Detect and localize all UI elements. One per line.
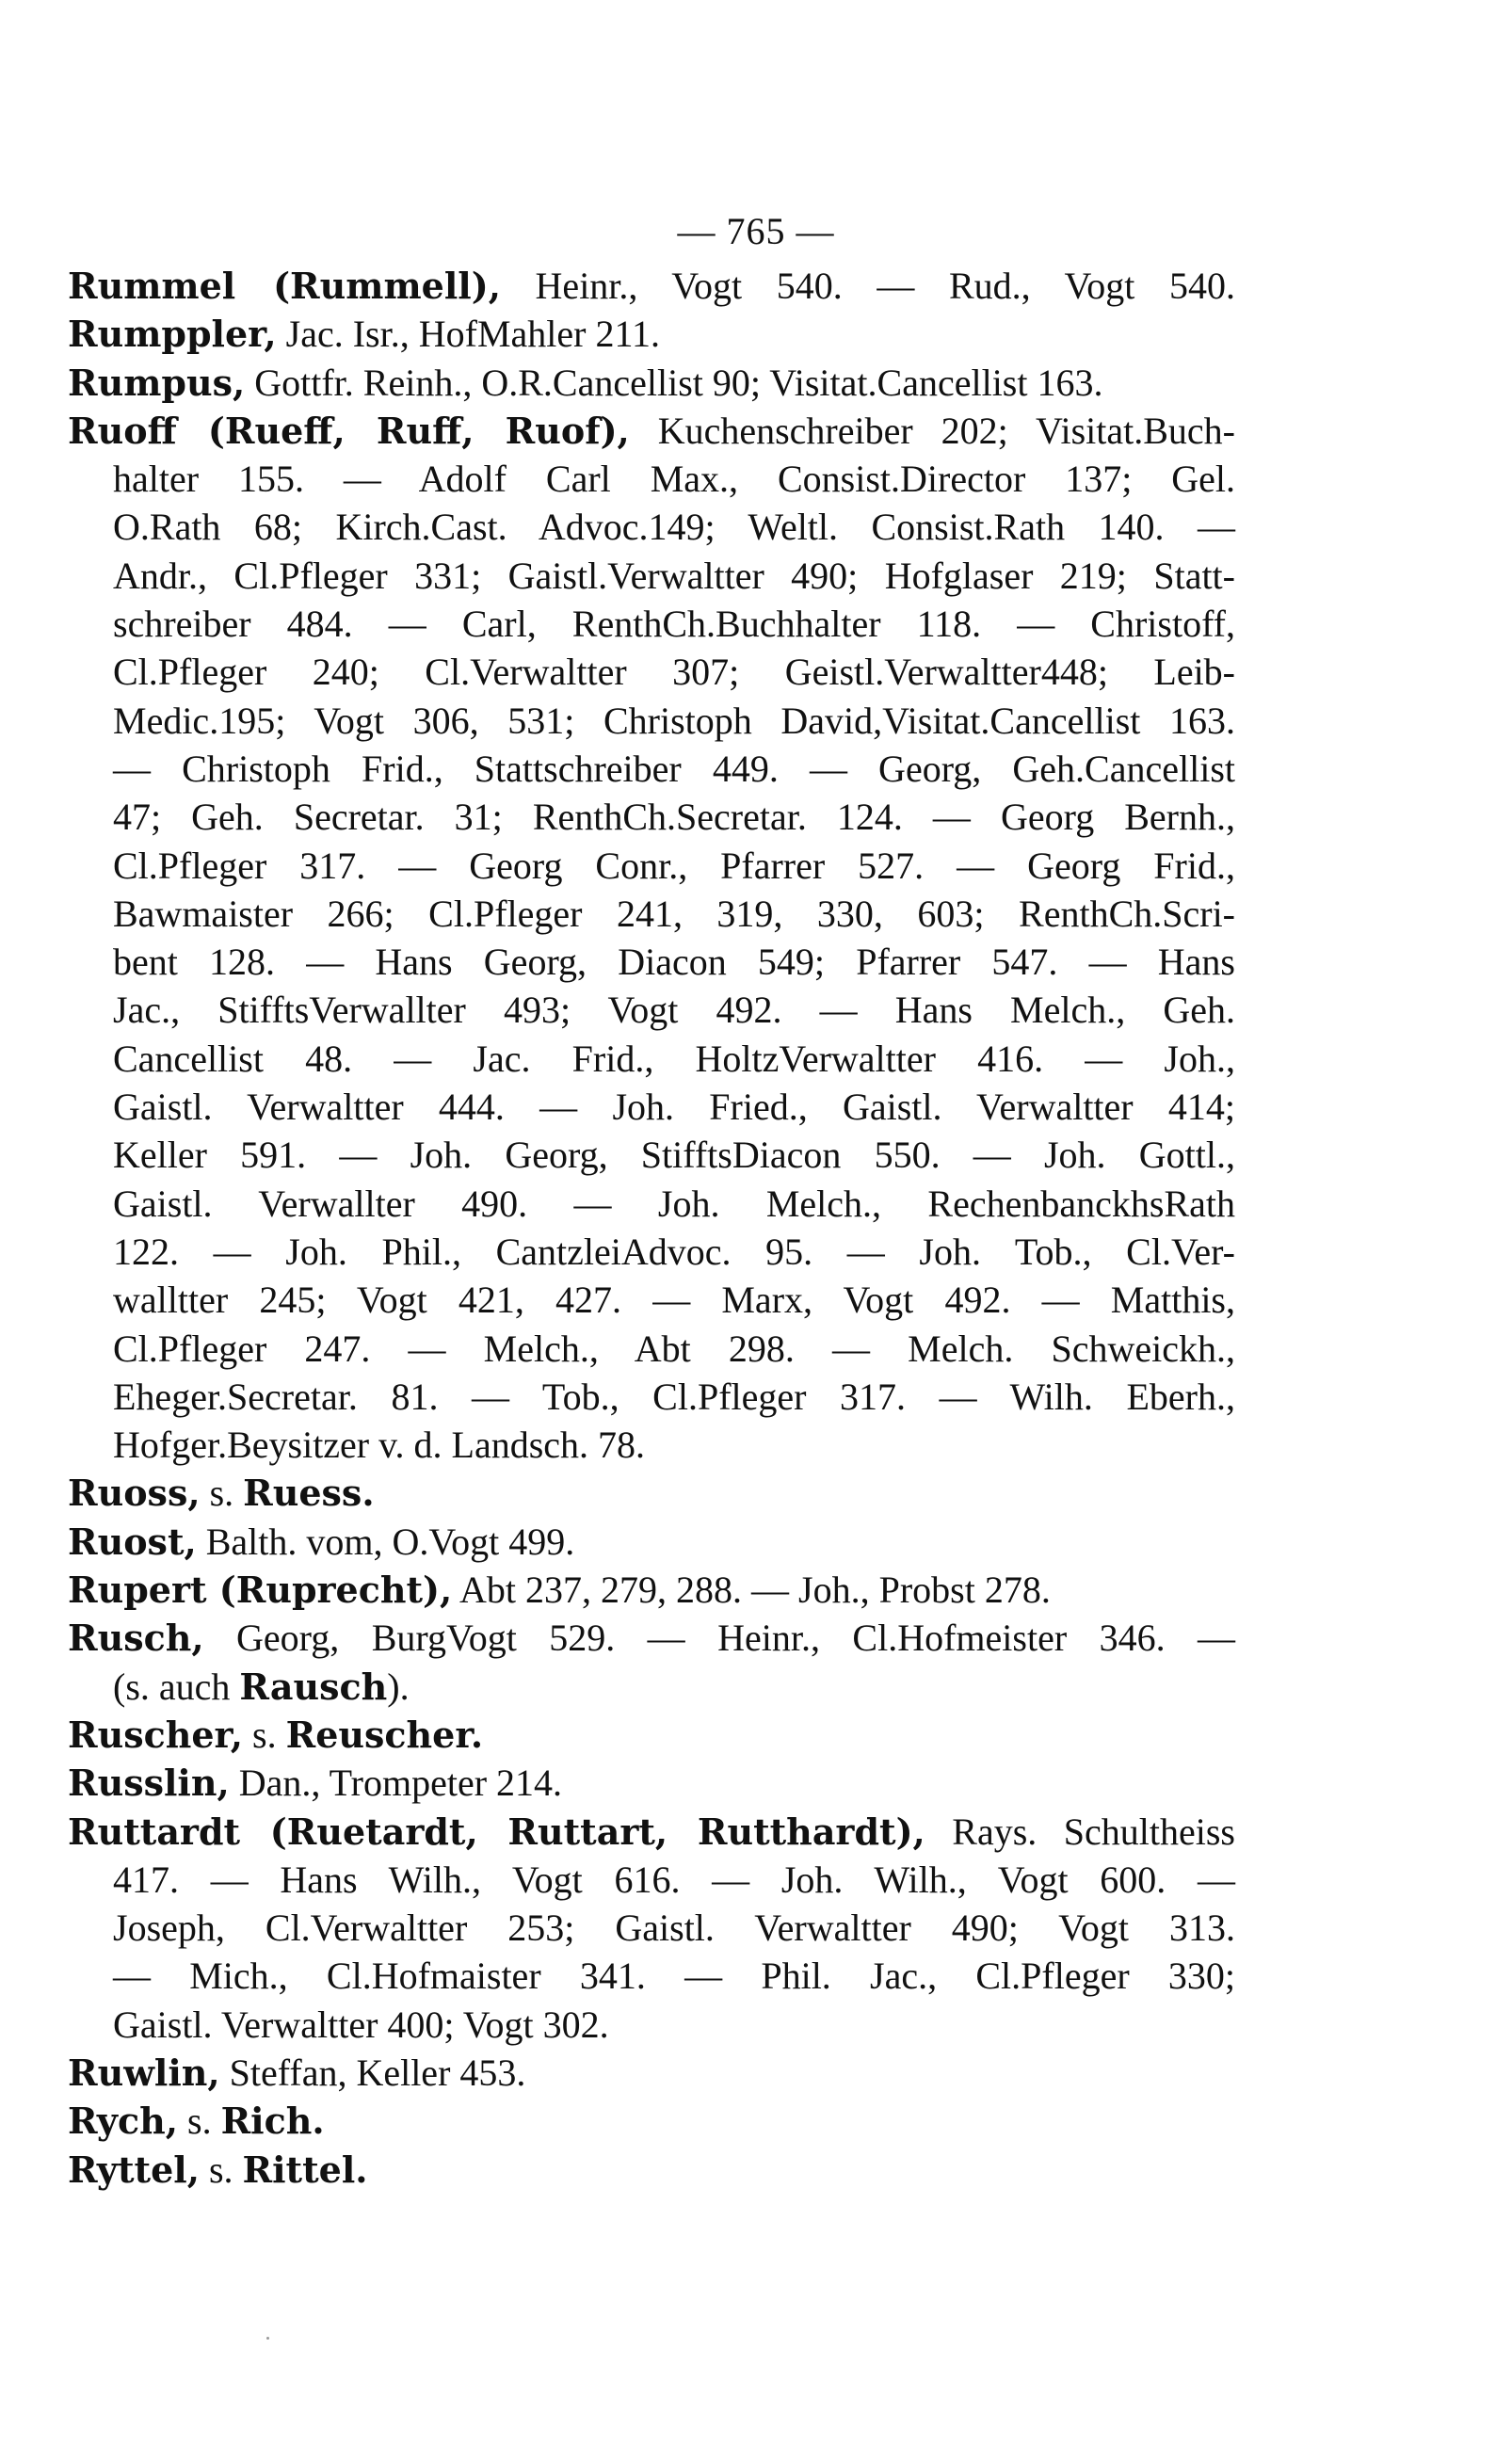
entry-text: Abt 237, 279, 288. — Joh., Probst 278. — [452, 1569, 1051, 1612]
entry-line — [68, 310, 1235, 358]
entry-line — [68, 407, 1235, 455]
entry-text: Gaistl. Verwallter 490. — Joh. Melch., RechenbanckhsRath — [113, 1182, 1235, 1225]
entry-text: s. — [243, 1713, 286, 1756]
entry-text: ). — [387, 1665, 410, 1708]
entry-keyword: Rumppler, — [68, 313, 277, 356]
entry-text: — Mich., Cl.Hofmaister 341. — Phil. Jac., Cl.Pfleger 330; — [113, 1955, 1235, 1998]
entry-line — [68, 262, 1235, 310]
entry-line — [68, 1518, 1235, 1566]
entry-text: bent 128. — Hans Georg, Diacon 549; Pfarrer 547. — Hans — [113, 941, 1235, 984]
entry-text: Balth. vom, O.Vogt 499. — [196, 1520, 575, 1563]
continuation-line — [68, 1421, 1235, 1469]
entry-text: O.Rath 68; Kirch.Cast. Advoc.149; Weltl. Consist.Rath 140. — — [113, 506, 1235, 549]
entry-keyword: Ruost, — [68, 1520, 197, 1563]
entry-line — [68, 1808, 1235, 1856]
entry-text: Joseph, Cl.Verwaltter 253; Gaistl. Verwaltter 490; Vogt 313. — [113, 1907, 1235, 1950]
entry-keyword: Ruoff (Rueff, Ruff, Ruof), — [68, 409, 630, 452]
entry-text: Gaistl. Verwaltter 444. — Joh. Fried., Gaistl. Verwaltter 414; — [113, 1086, 1235, 1129]
entry-text: Keller 591. — Joh. Georg, StifftsDiacon 550. — Joh. Gottl., — [113, 1134, 1235, 1177]
continuation-line — [68, 455, 1235, 503]
entry-text: Georg, BurgVogt 529. — Heinr., Cl.Hofmeister 346. — — [203, 1617, 1235, 1660]
entry-keyword: Rummel (Rummell), — [68, 265, 501, 307]
continuation-line — [68, 1325, 1235, 1373]
entry-line — [68, 1614, 1235, 1662]
entry-text: schreiber 484. — Carl, RenthCh.Buchhalter 118. — Christoff, — [113, 603, 1235, 646]
continuation-line — [68, 1904, 1235, 1952]
entry-keyword: Rausch — [239, 1665, 388, 1708]
continuation-line — [68, 600, 1235, 648]
entry-line — [68, 359, 1235, 407]
entry-text: Cancellist 48. — Jac. Frid., HoltzVerwaltter 416. — Joh., — [113, 1037, 1235, 1080]
entry-line — [68, 1566, 1235, 1614]
entry-text: Hofger.Beysitzer v. d. Landsch. 78. — [113, 1424, 646, 1467]
continuation-line — [68, 1856, 1235, 1904]
entry-text: walltter 245; Vogt 421, 427. — Marx, Vogt 492. — Matthis, — [113, 1279, 1235, 1322]
entry-keyword: Reuscher. — [285, 1713, 484, 1756]
continuation-line — [68, 552, 1235, 600]
continuation-line — [68, 648, 1235, 696]
continuation-line — [68, 2001, 1235, 2049]
entry-text: — Christoph Frid., Stattschreiber 449. — Georg, Geh.Cancellist — [113, 747, 1235, 790]
continuation-line — [68, 1952, 1235, 2000]
entry-keyword: Rittel. — [242, 2148, 368, 2191]
entry-line — [68, 1711, 1235, 1759]
continuation-line — [68, 1228, 1235, 1276]
entry-text: (s. auch — [113, 1665, 240, 1708]
entry-text: Kuchenschreiber 202; Visitat.Buch- — [629, 409, 1235, 452]
entry-keyword: Rich. — [220, 2100, 325, 2143]
continuation-line — [68, 1276, 1235, 1324]
continuation-line — [68, 1131, 1235, 1179]
entry-text: Jac., StifftsVerwallter 493; Vogt 492. — Hans Melch., Geh. — [113, 989, 1235, 1032]
page-number: — 765 — — [677, 210, 835, 252]
entry-keyword: Rych, — [68, 2100, 178, 2143]
entry-keyword: Ruscher, — [68, 1713, 244, 1756]
entry-line — [68, 2049, 1235, 2097]
entry-line — [68, 2097, 1235, 2145]
entry-line — [68, 1469, 1235, 1517]
entry-text: Andr., Cl.Pfleger 331; Gaistl.Verwaltter 490; Hofglaser 219; Statt- — [113, 554, 1235, 597]
entry-keyword: Rupert (Ruprecht), — [68, 1569, 453, 1612]
entry-text: 47; Geh. Secretar. 31; RenthCh.Secretar. 124. — Georg Bernh., — [113, 796, 1235, 839]
entry-text: Dan., Trompeter 214. — [229, 1762, 563, 1805]
entry-text: Steffan, Keller 453. — [219, 2051, 526, 2094]
entry-text: Bawmaister 266; Cl.Pfleger 241, 319, 330, 603; RenthCh.Scri- — [113, 892, 1235, 935]
entry-text: Cl.Pfleger 240; Cl.Verwaltter 307; Geistl.Verwaltter448; Leib- — [113, 651, 1235, 694]
entry-keyword: Ryttel, — [68, 2148, 200, 2191]
continuation-line — [68, 1663, 1235, 1711]
continuation-line — [68, 1373, 1235, 1421]
entry-text: s. — [200, 1472, 244, 1515]
entry-keyword: Ruess. — [243, 1472, 375, 1515]
entry-text: Cl.Pfleger 317. — Georg Conr., Pfarrer 527. — Georg Frid., — [113, 844, 1235, 887]
continuation-line — [68, 938, 1235, 986]
entry-text: 122. — Joh. Phil., CantzleiAdvoc. 95. — Joh. Tob., Cl.Ver- — [113, 1230, 1235, 1273]
entry-keyword: Rumpus, — [68, 361, 246, 404]
entry-line — [68, 2146, 1235, 2194]
continuation-line — [68, 1083, 1235, 1131]
continuation-line — [68, 745, 1235, 793]
continuation-line — [68, 1035, 1235, 1083]
entry-text: Heinr., Vogt 540. — Rud., Vogt 540. — [500, 265, 1235, 307]
entry-text: halter 155. — Adolf Carl Max., Consist.Director 137; Gel. — [113, 458, 1235, 501]
entry-text: Cl.Pfleger 247. — Melch., Abt 298. — Melch. Schweickh., — [113, 1327, 1235, 1370]
continuation-line — [68, 793, 1235, 841]
entry-line — [68, 1759, 1235, 1807]
scan-speck — [266, 2337, 269, 2340]
register-text — [68, 262, 1235, 2194]
entry-text: Medic.195; Vogt 306, 531; Christoph David,Visitat.Cancellist 163. — [113, 699, 1235, 742]
entry-text: s. — [178, 2100, 221, 2143]
continuation-line — [68, 503, 1235, 551]
entry-text: Gaistl. Verwaltter 400; Vogt 302. — [113, 2003, 609, 2046]
entry-keyword: Russlin, — [68, 1762, 230, 1805]
continuation-line — [68, 697, 1235, 745]
entry-text: 417. — Hans Wilh., Vogt 616. — Joh. Wilh., Vogt 600. — — [113, 1858, 1235, 1901]
entry-keyword: Rusch, — [68, 1617, 204, 1660]
entry-keyword: Ruttardt (Ruetardt, Ruttart, Rutthardt), — [68, 1810, 925, 1853]
continuation-line — [68, 890, 1235, 938]
continuation-line — [68, 986, 1235, 1034]
entry-keyword: Ruwlin, — [68, 2051, 220, 2094]
continuation-line — [68, 842, 1235, 890]
entry-text: Rays. Schultheiss — [925, 1810, 1235, 1853]
entry-text: Gottfr. Reinh., O.R.Cancellist 90; Visitat.Cancellist 163. — [245, 361, 1103, 404]
continuation-line — [68, 1180, 1235, 1228]
entry-text: Jac. Isr., HofMahler 211. — [276, 313, 660, 356]
entry-keyword: Ruoss, — [68, 1472, 201, 1515]
entry-text: Eheger.Secretar. 81. — Tob., Cl.Pfleger 317. — Wilh. Eberh., — [113, 1375, 1235, 1418]
entry-text: s. — [199, 2148, 243, 2191]
